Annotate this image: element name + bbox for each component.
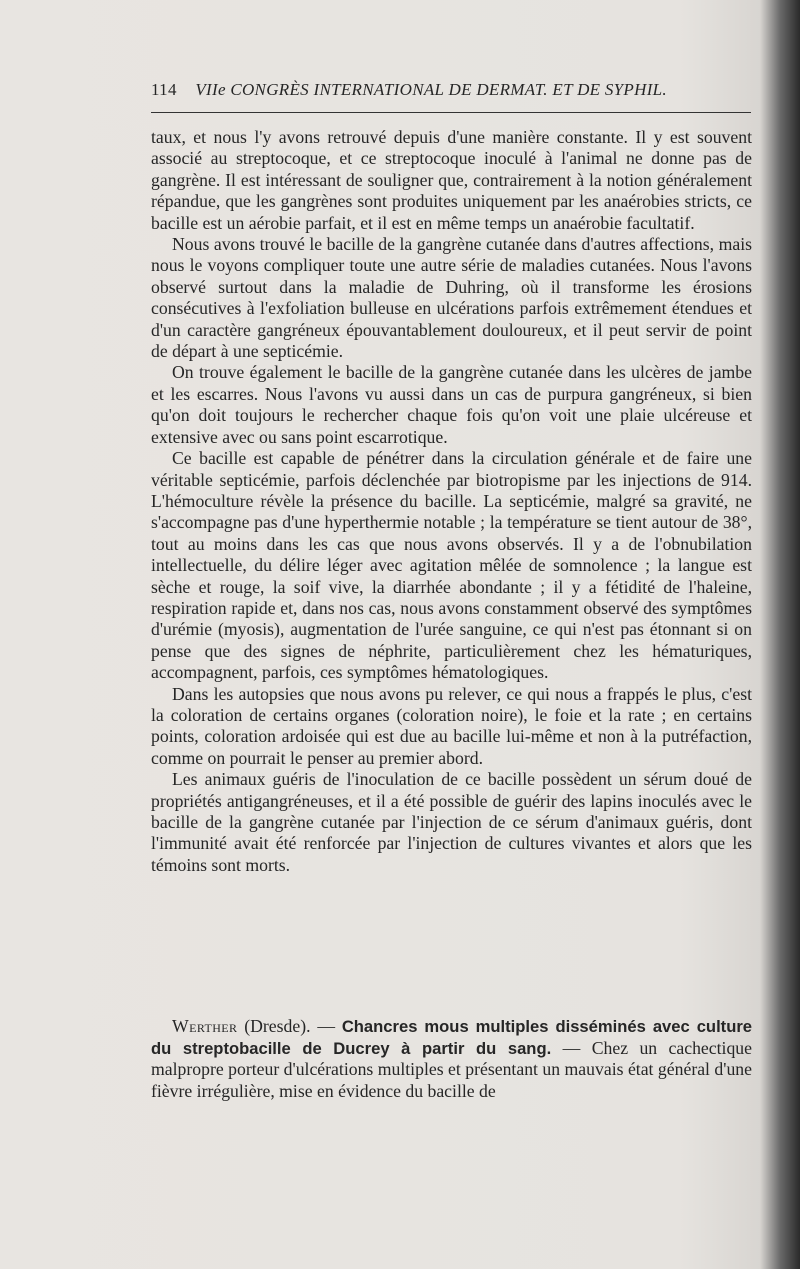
running-title: VIIe CONGRÈS INTERNATIONAL DE DERMAT. ET DE SYPHIL. — [195, 80, 667, 99]
running-header — [151, 80, 751, 110]
article-body — [151, 127, 752, 876]
paragraph-3: On trouve également le bacille de la gangrène cutanée dans les ulcères de jambe et les escarres. Nous l'avons vu aussi dans un cas de purpura gangréneux, si bien qu'on doit toujours le rechercher chaque fois qu'on voit une plaie ulcéreuse et extensive avec ou sans point escarrotique. — [151, 362, 752, 447]
header-rule — [151, 112, 751, 113]
werther-paragraph — [151, 1016, 752, 1102]
paragraph-4: Ce bacille est capable de pénétrer dans la circulation générale et de faire une véritable septicémie, parfois déclenchée par biotropisme par les injections de 914. L'hémoculture révèle la présence du bacille. La septicémie, malgré sa gravité, ne s'accompagne pas d'une hyperthermie notable ; la température se tient autour de 38°, tout au moins dans les cas que nous avons observés. Il y a de l'obnubilation intellectuelle, du délire léger avec agitation mêlée de somnolence ; la langue est sèche et rouge, la soif vive, la diarrhée abondante ; il y a fétidité de l'haleine, respiration rapide et, dans nos cas, nous avons constamment observé des symptômes d'urémie (myosis), augmentation de l'urée sanguine, ce qui n'est pas étonnant si on pense que des signes de néphrite, particulièrement chez les hématuriques, accompagnent, parfois, ces symptômes hématologiques. — [151, 448, 752, 683]
werther-location: (Dresde). — — [244, 1016, 342, 1036]
paragraph-2: Nous avons trouvé le bacille de la gangrène cutanée dans d'autres affections, mais nous le voyons compliquer toute une autre série de maladies cutanées. Nous l'avons observé surtout dans la maladie de Duhring, où il transforme les érosions consécutives à l'exfoliation bulleuse en ulcérations parfois extrêmement étendues et d'un caractère gangréneux épouvantablement douloureux, et il peut servir de point de départ à une septicémie. — [151, 234, 752, 362]
werther-text: — Chez un cachectique malpropre porteur d'ulcérations multiples et présentant un mauvais état général d'une fièvre irrégulière, mise en évidence du bacille de — [151, 1037, 752, 1101]
paragraph-1: taux, et nous l'y avons retrouvé depuis d'une manière constante. Il y est souvent associé au streptocoque, et ce streptocoque inoculé à l'animal ne donne pas de gangrène. Il est intéressant de souligner que, contrairement à la notion généralement répandue, que les gangrènes sont produites uniquement par les anaérobies stricts, ce bacille est un aérobie parfait, et il est en même temps un anaérobie facultatif. — [151, 127, 752, 233]
page-number: 114 — [151, 80, 177, 99]
paragraph-6: Les animaux guéris de l'inoculation de ce bacille possèdent un sérum doué de propriétés antigangréneuses, et il a été possible de guérir des lapins inoculés avec le bacille de la gangrène cutanée par l'injection de ce sérum d'animaux guéris, dont l'immunité avait été renforcée par l'injection de cultures vivantes et alors que les témoins sont morts. — [151, 769, 752, 875]
paragraph-5: Dans les autopsies que nous avons pu relever, ce qui nous a frappés le plus, c'est la coloration de certains organes (coloration noire), le foie et la rate ; en certains points, coloration ardoisée qui est due au bacille lui-même et non à la putréfaction, comme on pourrait le penser au premier abord. — [151, 683, 752, 768]
werther-title: Chancres mous multiples disséminés avec culture du streptobacille de Ducrey à partir du sang. — [151, 1017, 753, 1058]
werther-abstract — [151, 1016, 752, 1102]
werther-author: Werther — [172, 1016, 238, 1036]
